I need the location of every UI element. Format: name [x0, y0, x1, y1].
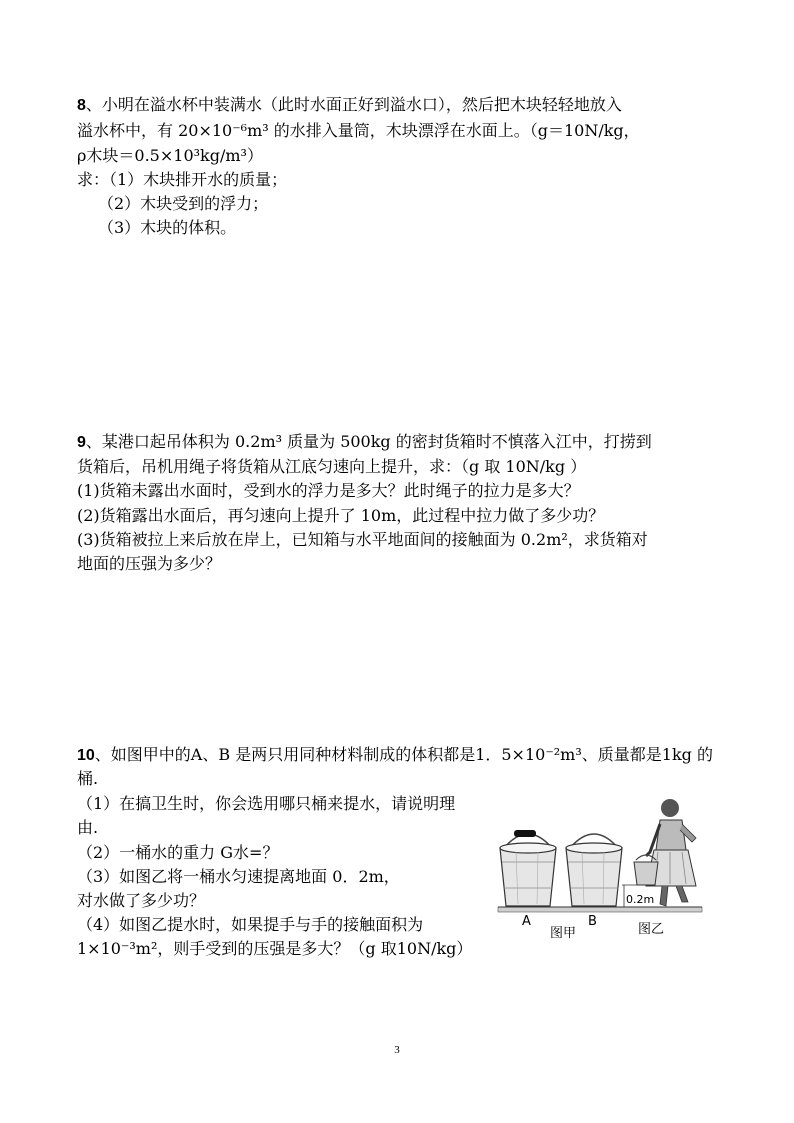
q8-line1: 8、小明在溢水杯中装满水（此时水面正好到溢水口），然后把木块轻轻地放入	[77, 95, 622, 114]
q8-sub2: （2）木块受到的浮力；	[98, 194, 269, 213]
bucket-a-grip	[514, 830, 536, 837]
q9-sub3a: (3)货箱被拉上来后放在岸上，已知箱与水平地面间的接触面为 0.2m²，求货箱对	[77, 530, 648, 549]
q10-sub4a: （4）如图乙提水时，如果提手与手的接触面积为	[77, 915, 424, 934]
label-b: B	[588, 914, 597, 929]
q8-sub1: 求：（1）木块排开水的质量；	[77, 170, 288, 189]
q8-line2: 溢水杯中，有 20×10⁻⁶m³ 的水排入量筒，木块漂浮在水面上。（g＝10N/kg，	[77, 121, 640, 140]
caption-yi: 图乙	[638, 922, 665, 937]
caption-jia: 图甲	[550, 926, 577, 941]
q10-sub1a: （1）在搞卫生时，你会选用哪只桶来提水，请说明理	[77, 794, 456, 813]
q9-sub1: (1)货箱未露出水面时，受到水的浮力是多大？此时绳子的拉力是多大？	[77, 481, 580, 500]
buckets-figure	[490, 790, 712, 950]
label-a: A	[522, 914, 531, 929]
q10-sub3b: 对水做了多少功？	[77, 891, 206, 910]
ground-strip	[498, 907, 702, 912]
q9-sub3b: 地面的压强为多少？	[77, 554, 222, 573]
q10-number: 10	[77, 747, 95, 764]
q8-line3: ρ木块＝0.5×10³kg/m³）	[77, 146, 263, 165]
q9-line2: 货箱后，吊机用绳子将货箱从江底匀速向上提升，求：（g 取 10N/kg ）	[77, 457, 587, 476]
q9-number: 9	[77, 434, 86, 451]
q9-sub2: (2)货箱露出水面后，再匀速向上提升了 10m，此过程中拉力做了多少功？	[77, 506, 605, 525]
bucket-b	[566, 848, 622, 906]
bucket-a	[500, 848, 556, 906]
q8-number: 8	[77, 97, 86, 114]
page-number: 3	[394, 1044, 400, 1056]
height-label: 0.2m	[626, 893, 655, 906]
person-lifting-bucket	[646, 799, 696, 906]
q10-sub1b: 由.	[77, 818, 99, 837]
q8-sub3: （3）木块的体积。	[98, 218, 237, 237]
q10-line1: 10、如图甲中的A、B 是两只用同种材料制成的体积都是1．5×10⁻²m³、质量都是1kg 的	[77, 745, 713, 764]
q9-line1: 9、某港口起吊体积为 0.2m³ 质量为 500kg 的密封货箱时不慎落入江中，打捞到	[77, 432, 652, 451]
q10-sub4b: 1×10⁻³m²，则手受到的压强是多大？（g 取10N/kg）	[77, 939, 473, 958]
q10-line2: 桶.	[77, 769, 99, 788]
lifted-bucket	[634, 862, 658, 885]
q10-sub2: （2）一桶水的重力 G水=？	[77, 843, 279, 862]
q10-sub3a: （3）如图乙将一桶水匀速提离地面 0．2m，	[77, 867, 400, 886]
